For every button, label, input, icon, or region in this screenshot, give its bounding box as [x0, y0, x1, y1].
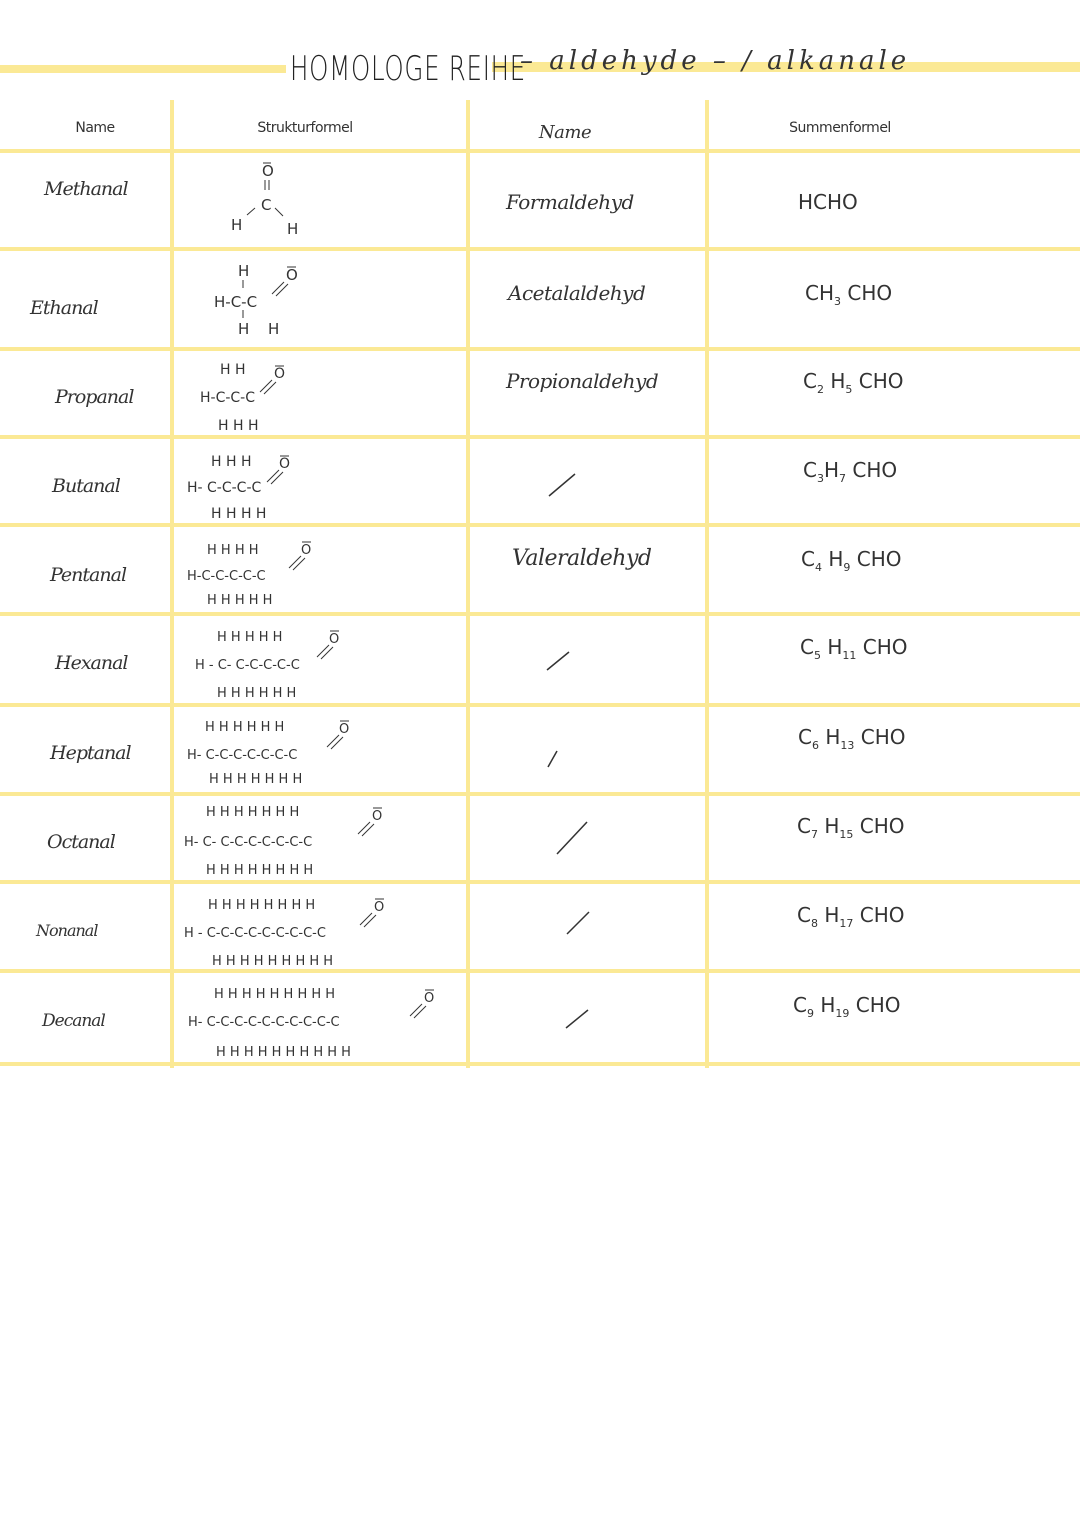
svg-text:H H H H H H H: H H H H H H H: [209, 772, 303, 787]
svg-text:O: O: [286, 266, 298, 284]
svg-text:C: C: [261, 196, 272, 214]
column-divider: [705, 100, 709, 1068]
svg-text:H- C- C-C-C-C-C-C-C: H- C- C-C-C-C-C-C-C: [184, 835, 313, 850]
svg-text:H H H H H H: H H H H H H: [217, 686, 297, 701]
svg-text:H H H H: H H H H: [207, 543, 259, 558]
row-divider: [0, 969, 1080, 973]
column-divider: [466, 100, 470, 1068]
row-name: Decanal: [42, 1011, 105, 1031]
page-title: HOMOLOGE REIHE: [290, 49, 526, 89]
svg-text:H H H H H H H H H H: H H H H H H H H H H: [216, 1045, 351, 1060]
trivial-name: Formaldehyd: [506, 190, 634, 214]
structural-formula-decanal: [186, 982, 456, 1062]
svg-text:O: O: [372, 809, 383, 824]
row-divider: [0, 247, 1080, 251]
svg-text:O: O: [374, 900, 385, 915]
sum-formula: $C_9$ $H_{19}$ CHO: [793, 993, 901, 1020]
empty-mark-icon: [545, 470, 579, 500]
structural-formula-heptanal: [185, 715, 365, 789]
row-name: Ethanal: [30, 297, 98, 319]
svg-text:H - C-C-C-C-C-C-C-C-C: H - C-C-C-C-C-C-C-C-C: [184, 926, 326, 941]
svg-text:H H H: H H H: [211, 454, 252, 470]
svg-text:H H H H H H H H H: H H H H H H H H H: [212, 954, 334, 969]
trivial-name: Acetalaldehyd: [508, 281, 646, 305]
row-name: Methanal: [44, 178, 128, 200]
row-divider: [0, 792, 1080, 796]
svg-text:H H H: H H H: [218, 418, 259, 434]
svg-text:O: O: [274, 366, 286, 382]
svg-text:O: O: [279, 456, 291, 472]
svg-text:O: O: [339, 722, 350, 737]
svg-text:H: H: [268, 320, 280, 338]
svg-text:O: O: [301, 543, 312, 558]
row-name: Nonanal: [36, 921, 98, 940]
row-name: Hexanal: [55, 652, 128, 674]
svg-text:H: H: [287, 220, 299, 238]
empty-mark-icon: [553, 818, 591, 858]
svg-text:H-C-C-C-C-C: H-C-C-C-C-C: [187, 569, 266, 584]
trivial-name: Propionaldehyd: [506, 369, 659, 393]
structural-formula-octanal: [182, 802, 402, 878]
svg-text:H H H H H: H H H H H: [207, 593, 273, 608]
row-name: Propanal: [55, 386, 134, 408]
svg-text:H-C-C: H-C-C: [214, 293, 258, 311]
structural-formula-pentanal: [185, 538, 325, 610]
row-divider: [0, 880, 1080, 884]
title-underline-left: [0, 65, 286, 73]
svg-text:H- C-C-C-C: H- C-C-C-C: [187, 480, 262, 496]
row-divider: [0, 1062, 1080, 1066]
svg-text:H- C-C-C-C-C-C-C: H- C-C-C-C-C-C-C: [187, 748, 298, 763]
svg-text:H: H: [238, 320, 250, 338]
row-divider: [0, 149, 1080, 153]
svg-text:H H H H H H H H H: H H H H H H H H H: [214, 987, 336, 1002]
sum-formula: $C_2$ $H_5$ CHO: [803, 369, 904, 396]
row-name: Butanal: [52, 475, 120, 497]
svg-text:H-C-C-C: H-C-C-C: [200, 390, 256, 406]
column-divider: [170, 100, 174, 1068]
row-name: Pentanal: [50, 564, 127, 586]
svg-text:O: O: [424, 991, 435, 1006]
header-name: Name: [75, 120, 115, 136]
title-area: [0, 44, 1080, 94]
row-name: Heptanal: [50, 742, 131, 764]
structural-formula-ethanal: [210, 262, 320, 342]
row-divider: [0, 612, 1080, 616]
svg-text:H: H: [238, 262, 250, 280]
svg-text:H H H H H H H H: H H H H H H H H: [208, 898, 316, 913]
trivial-name: Valeraldehyd: [512, 546, 652, 571]
sum-formula: $C_4$ $H_9$ CHO: [801, 547, 902, 574]
empty-mark-icon: [563, 908, 593, 938]
empty-mark-icon: [543, 648, 573, 674]
svg-text:H: H: [231, 216, 243, 234]
header-structure: Strukturformel: [257, 120, 353, 136]
empty-mark-icon: [543, 745, 563, 771]
svg-text:H H H H H H: H H H H H H: [205, 720, 285, 735]
svg-text:H H H H H H H H: H H H H H H H H: [206, 863, 314, 878]
svg-text:H- C-C-C-C-C-C-C-C-C-C: H- C-C-C-C-C-C-C-C-C-C: [188, 1015, 340, 1030]
structural-formula-nonanal: [182, 893, 402, 969]
svg-text:H H H H H H H: H H H H H H H: [206, 805, 300, 820]
svg-text:H H: H H: [220, 362, 246, 378]
row-divider: [0, 523, 1080, 527]
row-divider: [0, 703, 1080, 707]
sum-formula: HCHO: [798, 190, 858, 214]
row-name: Octanal: [47, 831, 115, 853]
svg-text:H H H H: H H H H: [211, 506, 267, 522]
sum-formula: $C_6$ $H_{13}$ CHO: [798, 725, 906, 752]
structural-formula-propanal: [198, 360, 308, 436]
svg-text:O: O: [262, 162, 274, 180]
sum-formula: $C_5$ $H_{11}$ CHO: [800, 635, 908, 662]
header-trivial-name: Name: [538, 122, 592, 143]
header-formula: Summenformel: [789, 120, 891, 136]
structural-formula-butanal: [185, 450, 305, 524]
svg-text:H H H H H: H H H H H: [217, 630, 283, 645]
svg-text:O: O: [329, 632, 340, 647]
structural-formula-hexanal: [193, 625, 353, 701]
svg-text:H - C- C-C-C-C-C: H - C- C-C-C-C-C: [195, 658, 300, 673]
page-subtitle: – aldehyde – / alkanale: [520, 46, 911, 76]
sum-formula: $C_3H_7$ CHO: [803, 458, 898, 485]
empty-mark-icon: [562, 1006, 592, 1032]
sum-formula: $CH_3$ CHO: [805, 281, 893, 308]
sum-formula: $C_8$ $H_{17}$ CHO: [797, 903, 905, 930]
structural-formula-methanal: [225, 158, 305, 240]
sum-formula: $C_7$ $H_{15}$ CHO: [797, 814, 905, 841]
row-divider: [0, 435, 1080, 439]
row-divider: [0, 347, 1080, 351]
